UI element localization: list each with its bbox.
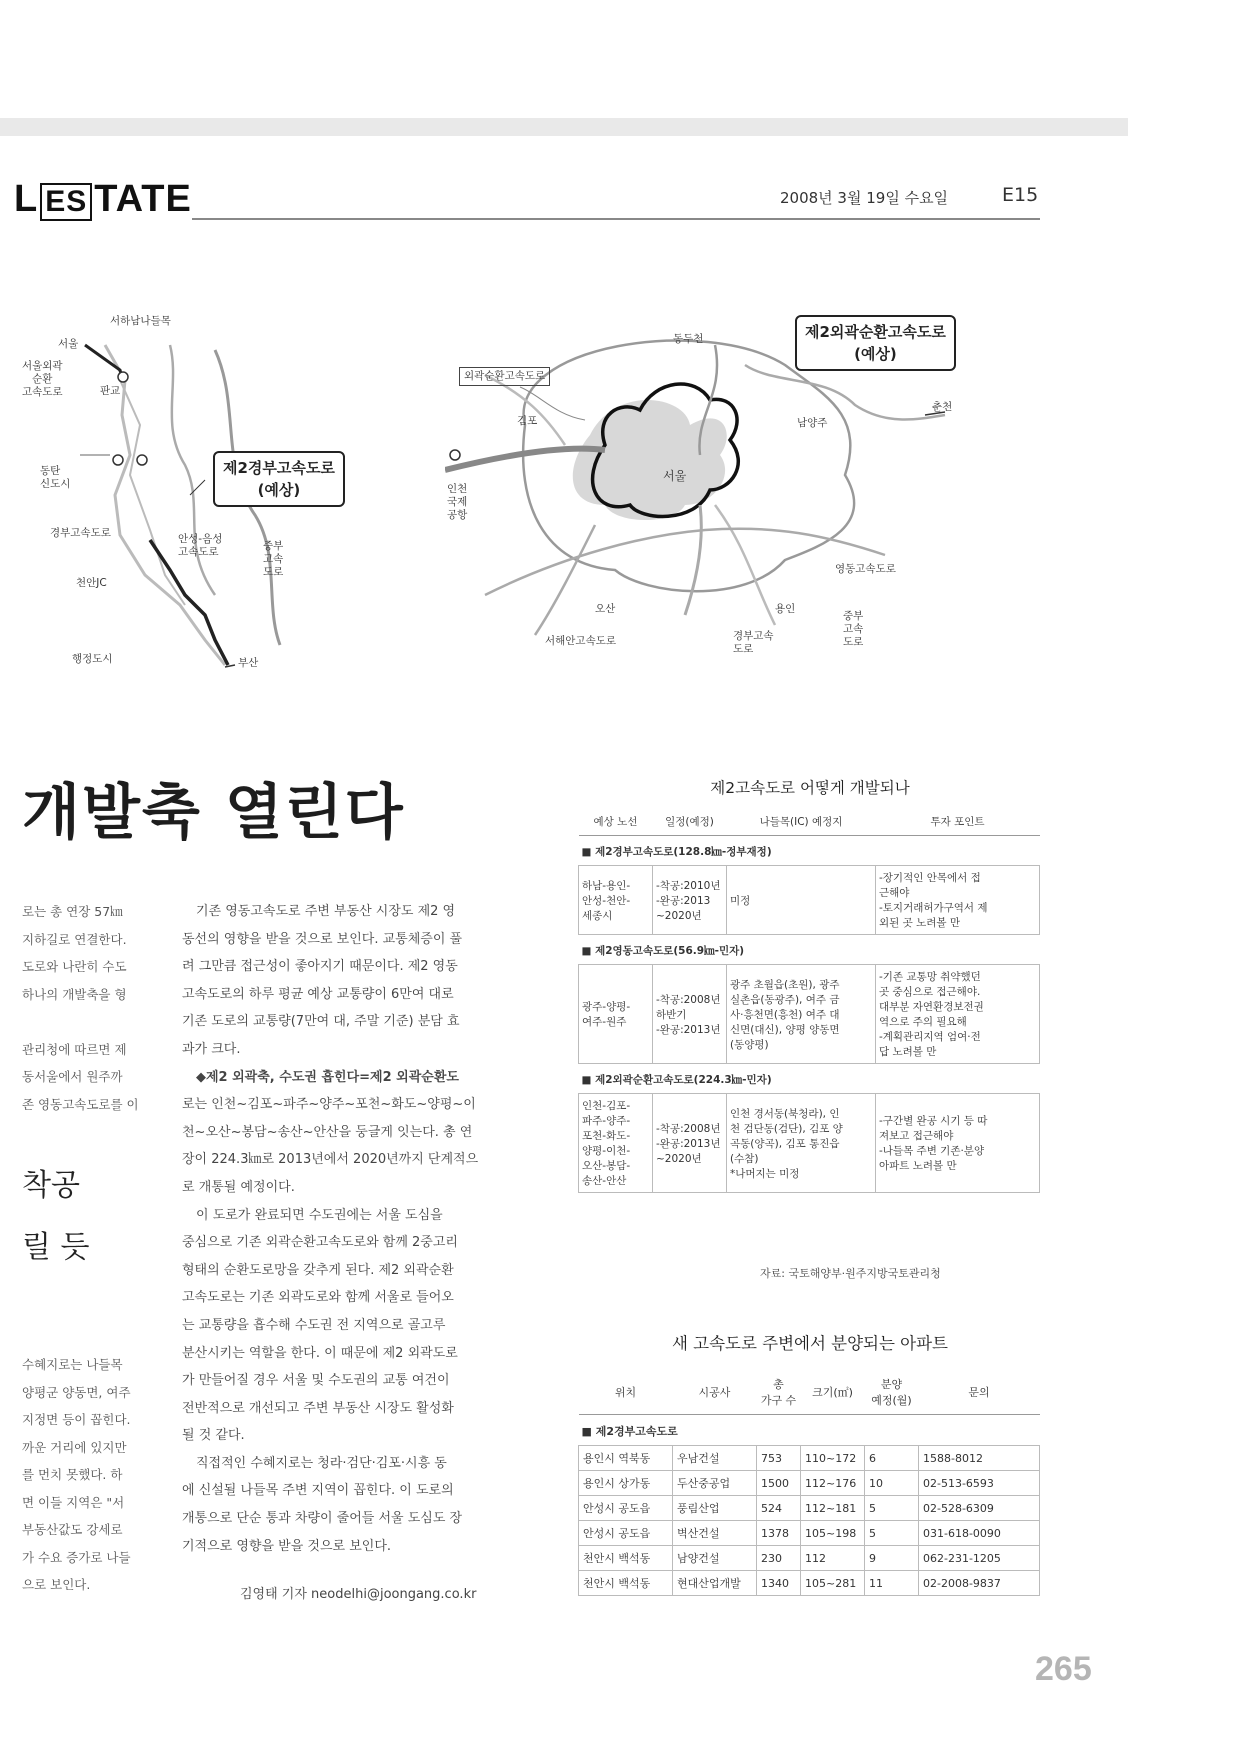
cell-contact: 02-513-6593	[919, 1471, 1040, 1496]
cell-contact: 062-231-1205	[919, 1546, 1040, 1571]
label-yeongdong: 영동고속도로	[835, 563, 896, 575]
cell-builder: 우남건설	[673, 1446, 757, 1471]
table-row	[579, 965, 1040, 1064]
table-header-row	[579, 1370, 1040, 1415]
table-apartments	[578, 1370, 1040, 1596]
cell-builder: 남양건설	[673, 1546, 757, 1571]
cell-location: 천안시 백석동	[579, 1571, 673, 1596]
table-row	[579, 1571, 1040, 1596]
text-line: 동선의 영향을 받을 것으로 보인다. 교통체증이 풀	[182, 931, 463, 947]
label-jungbu: 중부 고속 도로	[263, 540, 284, 578]
table-row	[579, 1521, 1040, 1546]
cell-route: 광주-양평- 여주-원주	[579, 965, 653, 1064]
label-namyangju: 남양주	[797, 417, 828, 429]
cell-contact: 02-528-6309	[919, 1496, 1040, 1521]
col-header: 시공사	[673, 1370, 757, 1415]
text-line: 관리청에 따르면 제	[22, 1041, 127, 1057]
label-chuncheon: 춘천	[932, 401, 953, 413]
col-header: 분양 예정(월)	[865, 1370, 919, 1415]
cell-size: 110~172	[801, 1446, 865, 1471]
text-line: 로는 총 연장 57㎞	[22, 904, 123, 919]
label-pangyo: 판교	[100, 385, 121, 397]
cell-size: 105~198	[801, 1521, 865, 1546]
col-header: 일정(예정)	[653, 808, 727, 836]
cell-location: 안성시 공도읍	[579, 1521, 673, 1546]
cell-location: 용인시 상가동	[579, 1471, 673, 1496]
table-row	[579, 1471, 1040, 1496]
text-line: 존 영동고속도로를 이	[22, 1096, 139, 1112]
label-dongducheon: 동두천	[673, 333, 704, 345]
table-row	[579, 866, 1040, 935]
cell-contact: 031-618-0090	[919, 1521, 1040, 1546]
col-header: 문의	[919, 1370, 1040, 1415]
cell-route: 인천-김포- 파주-양주- 포천-화도- 양평-이천- 오산-봉담- 송산-안산	[579, 1094, 653, 1193]
cell-ic: 광주 초월읍(초원), 광주 실촌읍(동광주), 여주 금 사·흥천면(흥천) 여주 대 신면(대신), 양평 양동면 (동양평)	[727, 965, 876, 1064]
callout-second-gyeongbu	[213, 451, 345, 507]
callout-title: 제2외곽순환고속도로	[805, 323, 946, 341]
text-line: 장이 224.3㎞로 2013년에서 2020년까지 단계적으	[182, 1152, 479, 1168]
subhead-1: 착공	[22, 1168, 80, 1203]
col-header: 예상 노선	[579, 808, 653, 836]
label-gimpo: 김포	[517, 415, 538, 427]
text-line: 기존 도로의 교통량(7만여 대, 주말 기준) 분담 효	[182, 1014, 460, 1030]
folio-page-number: 265	[1035, 1650, 1092, 1688]
label-dongtan: 동탄 신도시	[40, 465, 71, 490]
middle-column	[182, 898, 532, 1560]
table-row	[579, 1446, 1040, 1471]
text-line: 가 수요 증가로 나들	[22, 1549, 131, 1565]
cell-contact: 02-2008-9837	[919, 1571, 1040, 1596]
text-line: 고속도로의 하루 평균 예상 교통량이 6만여 대로	[182, 986, 454, 1002]
text-line: 로 개통될 예정이다.	[182, 1179, 295, 1195]
cell-builder: 풍림산업	[673, 1496, 757, 1521]
cell-units: 1340	[757, 1571, 801, 1596]
callout-sub: (예상)	[854, 345, 897, 363]
header-rule	[192, 218, 1040, 220]
section-brand	[14, 178, 192, 221]
text-line: 까운 거리에 있지만	[22, 1439, 127, 1455]
cell-schedule: -착공:2008년 -완공:2013년 ~2020년	[653, 1094, 727, 1193]
dateline: 2008년 3월 19일 수요일	[780, 189, 949, 207]
text-line: 로는 인천~김포~파주~양주~포천~화도~양평~이	[182, 1097, 476, 1113]
cell-size: 112~176	[801, 1471, 865, 1496]
text-line: 이 도로가 완료되면 수도권에는 서울 도심을	[196, 1207, 443, 1223]
callout-title: 제2경부고속도로	[223, 459, 335, 477]
label-osan: 오산	[595, 603, 616, 615]
table-header-row	[579, 808, 1040, 836]
section-label: ■ 제2영동고속도로(56.9㎞-민자)	[581, 945, 745, 957]
brand-rest: TATE	[94, 178, 192, 220]
cell-contact: 1588-8012	[919, 1446, 1040, 1471]
cell-size: 105~281	[801, 1571, 865, 1596]
cell-month: 10	[865, 1471, 919, 1496]
text-line: 지정면 등이 꼽힌다.	[22, 1412, 131, 1427]
cell-location: 용인시 역북동	[579, 1446, 673, 1471]
subhead-2: 릴 듯	[22, 1230, 90, 1265]
page-number: E15	[1002, 184, 1039, 206]
byline: 김영태 기자 neodelhi@joongang.co.kr	[240, 1587, 477, 1602]
text-line: 으로 보인다.	[22, 1577, 91, 1592]
cell-units: 1378	[757, 1521, 801, 1546]
label-busan: 부산	[238, 657, 259, 669]
cell-route: 하남-용인- 안성-천안- 세종시	[579, 866, 653, 935]
label-cheonan-jc: 천안JC	[76, 577, 107, 589]
section-label: ■ 제2경부고속도로(128.8㎞-정부재정)	[581, 846, 772, 858]
section-row	[579, 1415, 1040, 1446]
text-line: 중심으로 기존 외곽순환고속도로와 함께 2중고리	[182, 1235, 458, 1251]
label-jungbu: 중부 고속 도로	[843, 610, 864, 648]
text-line: 려 그만큼 접근성이 좋아지기 때문이다. 제2 영동	[182, 959, 458, 975]
cell-month: 11	[865, 1571, 919, 1596]
cell-units: 1500	[757, 1471, 801, 1496]
cell-point: -기존 교통망 취약했던 곳 중심으로 접근해야. 대부분 자연환경보전권 역으로 주의 필요해 -계획관리지역 엄여·전 답 노려볼 만	[876, 965, 1040, 1064]
text-line	[22, 1008, 157, 1036]
cell-point: -장기적인 안목에서 접 근해야 -토지거래허가구역서 제 외된 곳 노려볼 만	[876, 866, 1040, 935]
text-line: 도로와 나란히 수도	[22, 959, 127, 974]
headline: 개발축 열린다	[22, 778, 405, 848]
text-line: 고속도로는 기존 외곽도로와 함께 서울로 들어오	[182, 1290, 454, 1306]
table-row	[579, 1094, 1040, 1193]
col-header: 총 가구 수	[757, 1370, 801, 1415]
text-line: 전반적으로 개선되고 주변 부동산 시장도 활성화	[182, 1400, 454, 1416]
text-line: 하나의 개발축을 형	[22, 986, 127, 1002]
text-line: 부동산값도 강세로	[22, 1522, 123, 1537]
label-gyeongbu: 경부고속도로	[50, 527, 111, 539]
map-second-outer-ring	[445, 305, 1045, 700]
cell-schedule: -착공:2008년 하반기 -완공:2013년	[653, 965, 727, 1064]
brand-letter: L	[14, 178, 39, 220]
text-line: 될 것 같다.	[182, 1428, 245, 1444]
left-column	[22, 898, 157, 1599]
cell-location: 안성시 공도읍	[579, 1496, 673, 1521]
text-line: 가 만들어질 경우 서울 및 수도권의 교통 여건이	[182, 1373, 450, 1389]
cell-month: 9	[865, 1546, 919, 1571]
text-line: 동서울에서 원주까	[22, 1069, 123, 1084]
col-header: 크기(㎡)	[801, 1370, 865, 1415]
label-haengjeong: 행정도시	[72, 653, 113, 665]
table2-title: 새 고속도로 주변에서 분양되는 아파트	[671, 1334, 948, 1353]
text-line: 양평군 양동면, 여주	[22, 1384, 131, 1400]
cell-month: 5	[865, 1496, 919, 1521]
text-line: 분산시키는 역할을 한다. 이 때문에 제2 외곽도로	[182, 1345, 458, 1361]
cell-builder: 현대산업개발	[673, 1571, 757, 1596]
section-subhead: ◆제2 외곽축, 수도권 흡힌다=제2 외곽순환도	[196, 1069, 459, 1085]
cell-point: -구간별 완공 시기 등 따 져보고 접근해야 -나들목 주변 기존·분양 아파트 노려볼 만	[876, 1094, 1040, 1193]
text-line: 개통으로 단순 통과 차량이 줄어들 서울 도심도 장	[182, 1511, 463, 1527]
label-yongin: 용인	[775, 603, 796, 615]
label-hanam-ic: 서하남나들목	[110, 315, 171, 327]
table1-source: 자료: 국토해양부·원주지방국토관리청	[760, 1267, 941, 1280]
section-row	[579, 836, 1040, 866]
cell-schedule: -착공:2010년 -완공:2013 ~2020년	[653, 866, 727, 935]
text-line: 지하길로 연결한다.	[22, 931, 127, 947]
brand-box: ES	[40, 183, 92, 221]
top-bar	[0, 118, 1128, 136]
label-seoul-center: 서울	[663, 469, 687, 483]
text-line: 수혜지로는 나들목	[22, 1357, 123, 1372]
text-line: 기적으로 영향을 받을 것으로 보인다.	[182, 1538, 392, 1554]
map-second-gyeongbu	[10, 305, 380, 685]
cell-month: 6	[865, 1446, 919, 1471]
col-header: 위치	[579, 1370, 673, 1415]
cell-builder: 벽산건설	[673, 1521, 757, 1546]
col-header: 나들목(IC) 예정지	[727, 808, 876, 836]
text-line: 는 교통량을 흡수해 수도권 전 지역으로 골고루	[182, 1317, 446, 1333]
cell-month: 5	[865, 1521, 919, 1546]
cell-builder: 두산중공업	[673, 1471, 757, 1496]
cell-location: 천안시 백석동	[579, 1546, 673, 1571]
section-row	[579, 1064, 1040, 1094]
text-line: 면 이들 지역은 "서	[22, 1494, 125, 1510]
cell-size: 112	[801, 1546, 865, 1571]
table-row	[579, 1496, 1040, 1521]
section-label: ■ 제2외곽순환고속도로(224.3㎞-민자)	[581, 1074, 772, 1086]
col-header: 투자 포인트	[876, 808, 1040, 836]
text-line: 에 신설될 나들목 주변 지역이 꼽힌다. 이 도로의	[182, 1483, 454, 1499]
cell-ic: 미정	[727, 866, 876, 935]
callout-sub: (예상)	[257, 481, 301, 499]
section-row	[579, 935, 1040, 965]
label-outer-ring: 서울외곽 순환 고속도로	[22, 360, 63, 398]
label-anseong: 안성-음성 고속도로	[178, 533, 223, 558]
text-line: 를 먼치 못했다. 하	[22, 1467, 123, 1482]
text-line: 형태의 순환도로망을 갖추게 된다. 제2 외곽순환	[182, 1262, 454, 1278]
label-gyeongbu: 경부고속 도로	[733, 630, 774, 655]
cell-ic: 인천 경서동(북청라), 인 천 검단동(검단), 김포 양 곡동(양곡), 김포 통진읍 (수참) *나머지는 미정	[727, 1094, 876, 1193]
label-seoul: 서울	[58, 338, 79, 350]
cell-units: 524	[757, 1496, 801, 1521]
label-incheon-airport: 인천 국제 공항	[447, 483, 468, 521]
table-row	[579, 1546, 1040, 1571]
cell-units: 753	[757, 1446, 801, 1471]
cell-units: 230	[757, 1546, 801, 1571]
table-highway-plans	[578, 808, 1040, 1193]
text-line: 기존 영동고속도로 주변 부동산 시장도 제2 영	[196, 904, 456, 919]
callout-second-outer-ring	[795, 315, 956, 371]
cell-size: 112~181	[801, 1496, 865, 1521]
table1-title: 제2고속도로 어떻게 개발되나	[710, 779, 910, 797]
label-outer-ring-box: 외곽순환고속도로	[459, 367, 550, 386]
text-line: 직접적인 수혜지로는 청라·검단·김포·시흥 동	[196, 1455, 447, 1471]
label-seohaean: 서해안고속도로	[545, 635, 617, 647]
section-label: ■ 제2경부고속도로	[581, 1425, 678, 1438]
text-line: 천~오산~봉담~송산~안산을 둥글게 잇는다. 총 연	[182, 1124, 473, 1140]
text-line: 과가 크다.	[182, 1041, 241, 1057]
